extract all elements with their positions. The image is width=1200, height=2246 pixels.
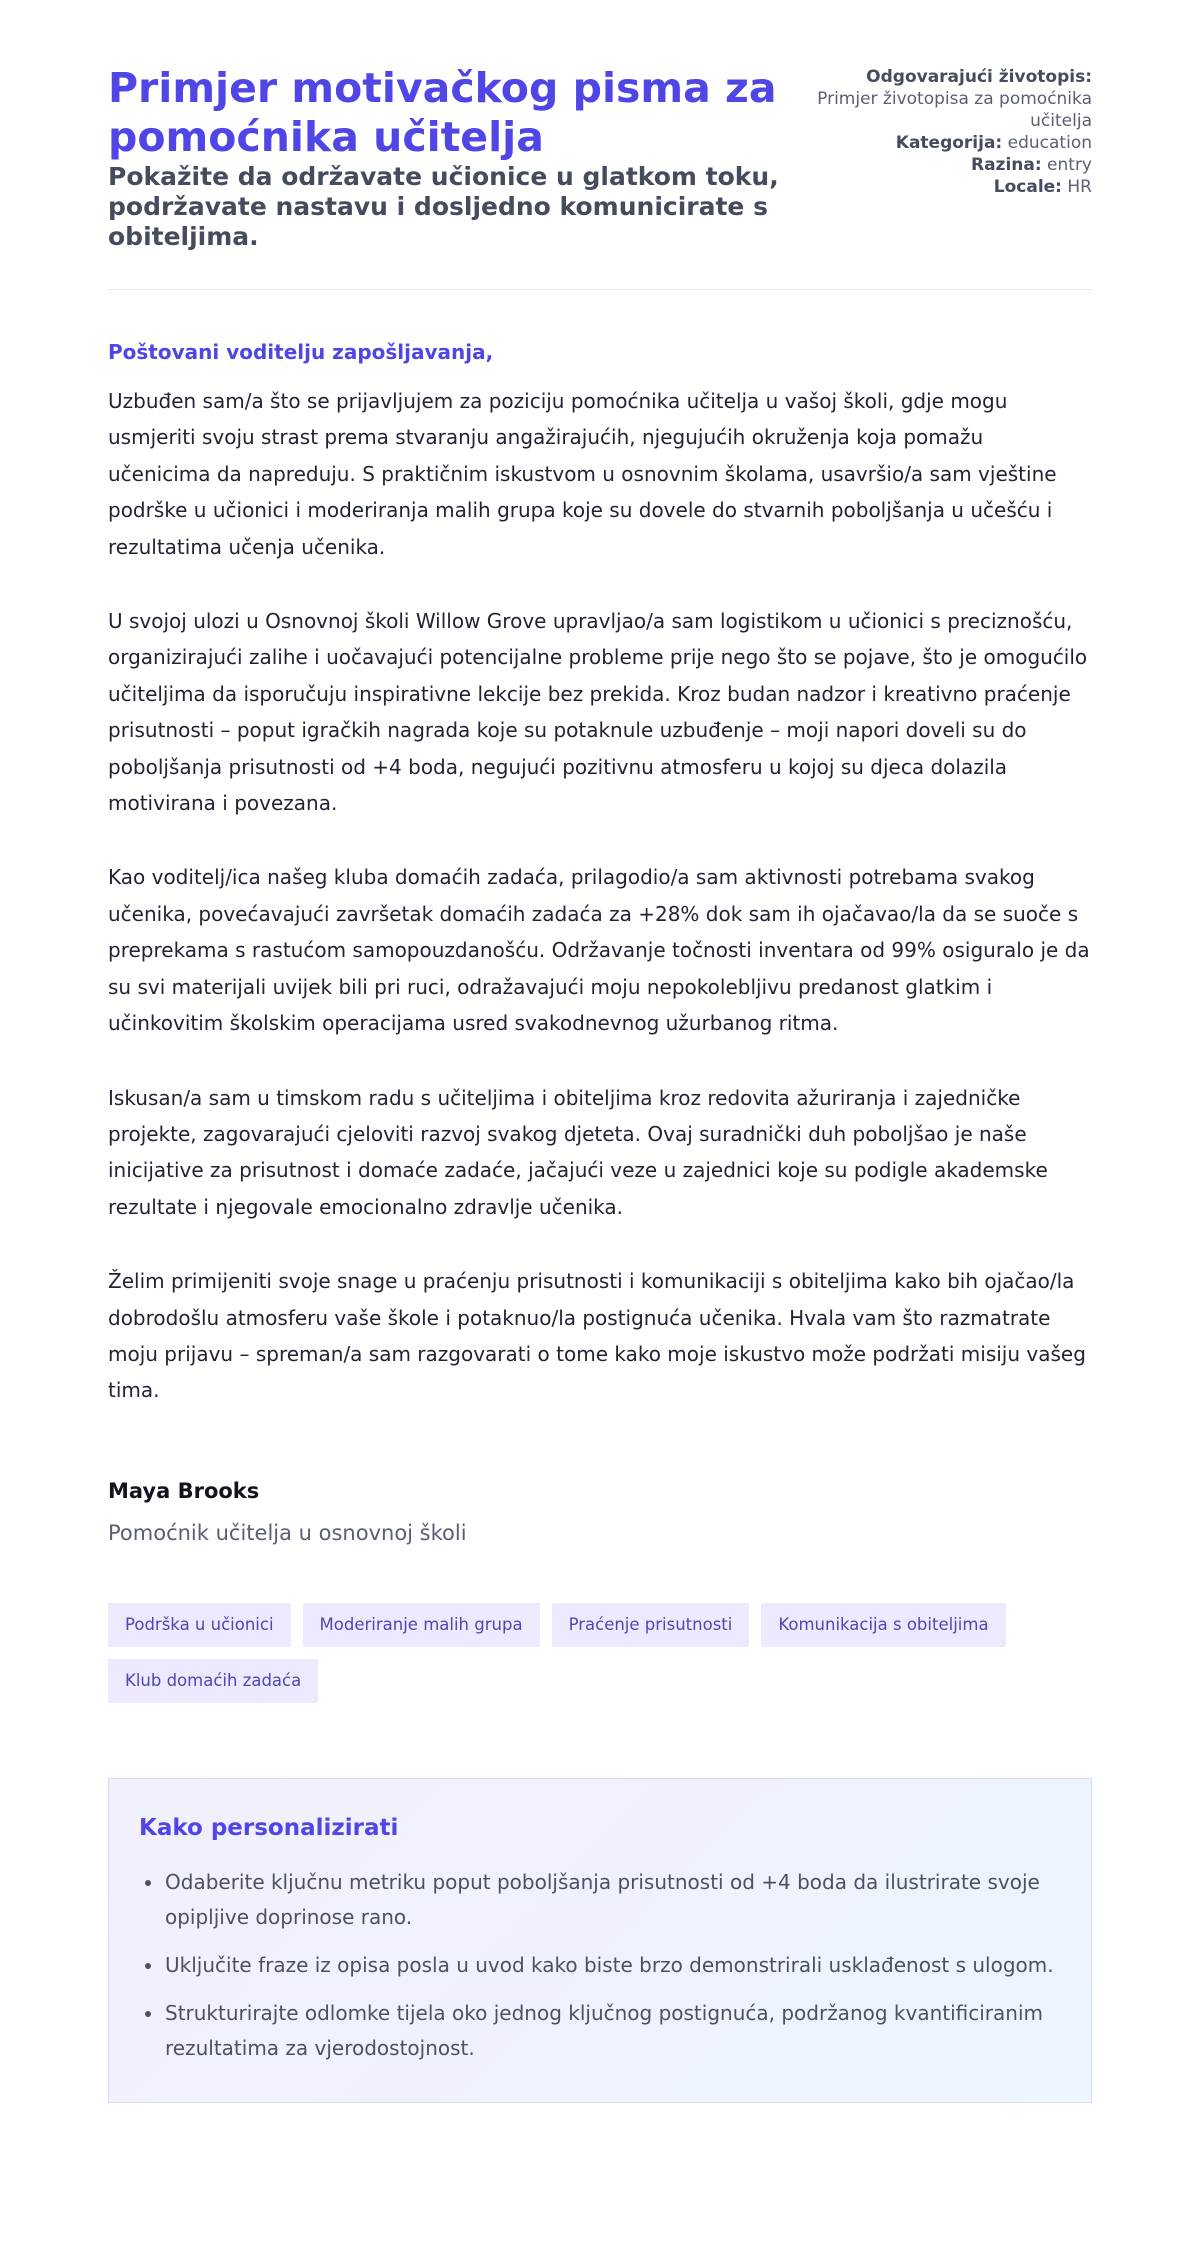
meta-locale-label: Locale: bbox=[993, 177, 1062, 197]
letter-body bbox=[108, 339, 1092, 1547]
letter-paragraph: U svojoj ulozi u Osnovnoj školi Willow Grove upravljao/a sam logistikom u učionici s preciznošću, organizirajući zalihe i uočavajući potencijalne probleme prije nego što se pojave, što je omogućilo učiteljima da isporučuju inspirativne lekcije bez prekida. Kroz budan nadzor i kreativno praćenje prisutnosti – poput igračkih nagrada koje su potaknule uzbuđenje – moji napori doveli su do poboljšanja prisutnosti od +4 boda, negujući pozitivnu atmosferu u kojoj su djeca dolazila motivirana i povezana. bbox=[108, 609, 1088, 816]
tips-list bbox=[139, 1865, 1061, 2066]
tips-title: Kako personalizirati bbox=[139, 1814, 399, 1841]
header-divider bbox=[108, 289, 1092, 290]
signature-role: Pomoćnik učitelja u osnovnoj školi bbox=[108, 1520, 467, 1545]
meta-resume-value: Primjer životopisa za pomoćnika učitelja bbox=[817, 89, 1092, 131]
skill-tag-classroom-support[interactable]: Podrška u učionici bbox=[108, 1603, 291, 1647]
meta-panel bbox=[816, 64, 1092, 198]
header-title-block bbox=[108, 64, 816, 252]
tips-item: • Odaberite ključnu metriku poput poboljšanja prisutnosti od +4 boda da ilustrirate svoje opipljive doprinose rano. bbox=[164, 1865, 1061, 1935]
page-header bbox=[108, 64, 1092, 252]
letter-paragraph: Uzbuđen sam/a što se prijavljujem za poziciju pomoćnika učitelja u vašoj školi, gdje mogu usmjeriti svoju strast prema stvaranju angažirajućih, njegujućih okruženja koja pomažu učenicima da napreduju. S praktičnim iskustvom u osnovnim školama, usavršio/a sam vještine podrške u učionici i moderiranja malih grupa koje su dovele do stvarnih poboljšanja u učešću i rezultatima učenja učenika. bbox=[108, 389, 1057, 559]
skill-tag-small-group-moderation[interactable]: Moderiranje malih grupa bbox=[303, 1603, 540, 1647]
skill-tag-attendance-tracking[interactable]: Praćenje prisutnosti bbox=[552, 1603, 750, 1647]
letter-greeting: Poštovani voditelju zapošljavanja, bbox=[108, 340, 494, 364]
meta-category-value: education bbox=[1007, 133, 1092, 153]
meta-level-value: entry bbox=[1047, 155, 1092, 175]
personalization-tips bbox=[108, 1778, 1092, 2103]
letter-paragraph: Želim primijeniti svoje snage u praćenju prisutnosti i komunikaciji s obiteljima kako bih ojačao/la dobrodošlu atmosferu vaše škole i potaknuo/la postignuća učenika. Hvala vam što razmatrate moju prijavu – spreman/a sam razgovarati o tome kako moje iskustvo može podržati misiju vašeg tima. bbox=[108, 1269, 1086, 1403]
tips-item: • Strukturirajte odlomke tijela oko jednog ključnog postignuća, podržanog kvantificiranim rezultatima za vjerodostojnost. bbox=[164, 1996, 1061, 2066]
skill-tags bbox=[108, 1603, 1092, 1703]
meta-resume-label: Odgovarajući životopis: bbox=[866, 67, 1092, 87]
meta-resume bbox=[816, 66, 1092, 132]
skill-tag-homework-club[interactable]: Klub domaćih zadaća bbox=[108, 1659, 318, 1703]
signature-name: Maya Brooks bbox=[108, 1478, 260, 1503]
meta-locale-value: HR bbox=[1067, 177, 1092, 197]
letter-paragraph: Iskusan/a sam u timskom radu s učiteljima i obiteljima kroz redovita ažuriranja i zajedničke projekte, zagovarajući cjeloviti razvoj svakog djeteta. Ovaj suradnički duh poboljšao je naše inicijative za prisutnost i domaće zadaće, jačajući veze u zajednici koje su podigle akademske rezultate i njegovale emocionalno zdravlje učenika. bbox=[108, 1085, 1048, 1219]
page-subtitle: Pokažite da održavate učionice u glatkom toku, podržavate nastavu i dosljedno komunicirate s obiteljima. bbox=[108, 162, 779, 251]
meta-level bbox=[816, 154, 1092, 176]
letter-paragraph: Kao voditelj/ica našeg kluba domaćih zadaća, prilagodio/a sam aktivnosti potrebama svakog učenika, povećavajući završetak domaćih zadaća za +28% dok sam ih ojačavao/la da se suoče s preprekama s rastućom samopouzdanošću. Održavanje točnosti inventara od 99% osiguralo je da su svi materijali uvijek bili pri ruci, odražavajući moju nepokolebljivu predanost glatkim i učinkovitim školskim operacijama usred svakodnevnog užurbanog ritma. bbox=[108, 865, 1090, 1036]
skill-tag-family-communication[interactable]: Komunikacija s obiteljima bbox=[761, 1603, 1005, 1647]
meta-level-label: Razina: bbox=[970, 155, 1042, 175]
tips-item: • Uključite fraze iz opisa posla u uvod kako biste brzo demonstrirali usklađenost s ulogom. bbox=[164, 1948, 1061, 1983]
page-title: Primjer motivačkog pisma za pomoćnika učitelja bbox=[108, 64, 777, 161]
meta-category bbox=[816, 132, 1092, 154]
meta-category-label: Kategorija: bbox=[895, 133, 1003, 153]
meta-locale bbox=[816, 176, 1092, 198]
